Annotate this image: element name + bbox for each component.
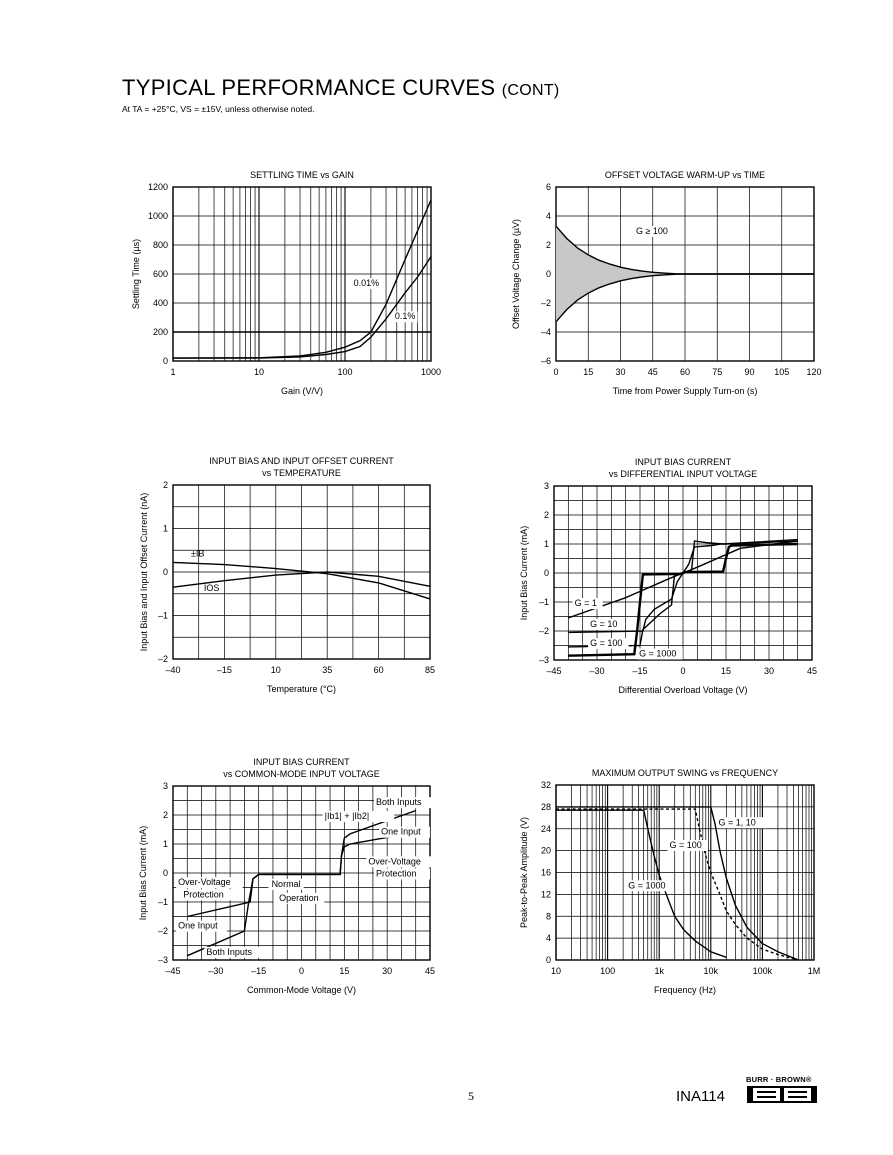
x-tick-label: 90 bbox=[744, 367, 755, 377]
y-tick-label: 12 bbox=[540, 889, 551, 900]
y-tick-label: 1 bbox=[162, 839, 168, 849]
y-axis-label: Input Bias Current (mA) bbox=[519, 525, 529, 621]
y-tick-label: 0 bbox=[162, 868, 168, 878]
y-tick-label: –2 bbox=[157, 926, 168, 936]
y-tick-label: –3 bbox=[157, 955, 168, 965]
x-axis-label: Temperature (°C) bbox=[266, 684, 337, 694]
x-tick-label: 35 bbox=[322, 665, 333, 675]
x-tick-label: –15 bbox=[632, 666, 648, 676]
annotation-protection-left: Protection bbox=[183, 889, 224, 900]
page-title-suffix: (CONT) bbox=[501, 82, 560, 99]
annotation-g1000: G = 1000 bbox=[639, 648, 677, 659]
annotation-g100: G = 100 bbox=[590, 638, 623, 649]
annotation-g1-10: G = 1, 10 bbox=[718, 817, 756, 828]
y-tick-label: 3 bbox=[162, 781, 168, 791]
y-tick-label: 0 bbox=[162, 567, 168, 577]
annotation-g1: G = 1 bbox=[574, 598, 597, 609]
y-tick-label: –2 bbox=[157, 654, 168, 664]
y-axis-label: Settling Time (µs) bbox=[131, 238, 141, 310]
chart-title: INPUT BIAS CURRENT bbox=[634, 457, 732, 467]
y-tick-label: –2 bbox=[538, 626, 549, 636]
x-tick-label: 0 bbox=[680, 666, 686, 676]
x-tick-label: 45 bbox=[806, 666, 818, 676]
x-tick-label: 100 bbox=[337, 367, 353, 377]
x-tick-label: 105 bbox=[774, 367, 790, 377]
y-tick-label: 400 bbox=[152, 298, 168, 308]
annotation-ib-sum: |Ib1| + |Ib2| bbox=[324, 811, 370, 822]
y-tick-label: 2 bbox=[162, 810, 168, 820]
chart-input-bias-vs-common-mode bbox=[110, 752, 460, 1002]
x-tick-label: –15 bbox=[216, 665, 232, 675]
logo-bb-mark bbox=[747, 1086, 817, 1103]
y-tick-label: 1000 bbox=[147, 211, 168, 221]
x-tick-label: –30 bbox=[589, 666, 605, 676]
page-title bbox=[122, 75, 560, 101]
series-line-0-01- bbox=[173, 200, 431, 358]
x-tick-label: 45 bbox=[424, 966, 436, 976]
annotation-g100: G = 100 bbox=[669, 840, 702, 850]
y-tick-label: –1 bbox=[157, 610, 168, 621]
annotation-over-voltage-right: Over-Voltage bbox=[368, 856, 421, 867]
x-tick-label: –30 bbox=[208, 966, 224, 976]
chart-title: INPUT BIAS AND INPUT OFFSET CURRENT bbox=[209, 456, 394, 466]
x-tick-label: 10 bbox=[550, 966, 562, 976]
chart-input-bias-vs-differential bbox=[505, 450, 845, 700]
annotation-one-input: One Input bbox=[381, 826, 421, 837]
x-tick-label: 0 bbox=[553, 367, 559, 377]
y-tick-label: 2 bbox=[543, 510, 549, 520]
annotation-0-01-percent: 0.01% bbox=[353, 278, 380, 289]
annotation-normal: Normal bbox=[271, 878, 301, 889]
x-tick-label: 60 bbox=[373, 665, 384, 675]
x-tick-label: 75 bbox=[712, 367, 723, 377]
x-tick-label: 10 bbox=[253, 367, 265, 377]
annotation-ios: IOS bbox=[203, 583, 220, 594]
y-tick-label: 4 bbox=[545, 211, 551, 221]
y-tick-label: 1200 bbox=[147, 182, 168, 192]
y-tick-label: 1 bbox=[162, 523, 168, 534]
x-tick-label: 60 bbox=[679, 367, 691, 377]
logo-brand-text: BURR · BROWN® bbox=[746, 1075, 812, 1084]
x-tick-label: 30 bbox=[382, 966, 393, 976]
y-tick-label: 200 bbox=[152, 327, 168, 337]
chart-offset-voltage-warmup bbox=[505, 160, 845, 405]
x-axis-label: Frequency (Hz) bbox=[653, 985, 717, 995]
x-tick-label: 120 bbox=[806, 367, 822, 377]
annotation-operation: Operation bbox=[279, 892, 319, 903]
y-axis-label: Input Bias Current (mA) bbox=[138, 825, 148, 921]
x-tick-label: 100 bbox=[600, 966, 616, 976]
y-tick-label: 4 bbox=[545, 933, 551, 944]
y-tick-label: 0 bbox=[545, 955, 551, 965]
x-axis-label: Common-Mode Voltage (V) bbox=[246, 985, 357, 995]
annotation-protection-right: Protection bbox=[376, 868, 417, 879]
y-axis-label: Peak-to-Peak Amplitude (V) bbox=[519, 816, 529, 929]
y-tick-label: 8 bbox=[545, 911, 551, 922]
annotation-one-input-left: One Input bbox=[178, 920, 218, 931]
y-tick-label: 16 bbox=[540, 867, 551, 878]
chart-title: MAXIMUM OUTPUT SWING vs FREQUENCY bbox=[591, 768, 779, 778]
plot-grid bbox=[173, 187, 431, 361]
chart-subtitle: vs DIFFERENTIAL INPUT VOLTAGE bbox=[608, 469, 758, 479]
y-tick-label: –1 bbox=[157, 897, 168, 907]
x-tick-label: 10 bbox=[270, 665, 281, 675]
annotation-gain: G ≥ 100 bbox=[635, 225, 668, 236]
x-tick-label: 85 bbox=[424, 665, 436, 675]
chart-title: SETTLING TIME vs GAIN bbox=[250, 170, 354, 180]
chart-input-bias-vs-temperature bbox=[110, 450, 460, 700]
plot-grid bbox=[556, 785, 814, 960]
y-tick-label: 0 bbox=[162, 356, 168, 366]
x-axis-label: Time from Power Supply Turn-on (s) bbox=[612, 386, 758, 396]
x-tick-label: 1 bbox=[170, 367, 176, 377]
y-tick-label: 24 bbox=[540, 823, 551, 834]
y-tick-label: 800 bbox=[152, 240, 168, 250]
x-tick-label: 30 bbox=[615, 367, 626, 377]
annotation-both-inputs-left: Both Inputs bbox=[206, 946, 252, 957]
x-tick-label: 15 bbox=[720, 666, 732, 676]
x-axis-label: Gain (V/V) bbox=[280, 386, 324, 396]
annotation-over-voltage-left: Over-Voltage bbox=[178, 877, 231, 888]
plot-grid bbox=[173, 485, 430, 659]
y-tick-label: 6 bbox=[545, 182, 551, 192]
burr-brown-logo bbox=[746, 1075, 828, 1109]
y-tick-label: 2 bbox=[545, 240, 551, 250]
x-tick-label: –15 bbox=[251, 966, 267, 976]
annotation-g10: G = 10 bbox=[590, 618, 618, 629]
chart-settling-time-vs-gain bbox=[110, 160, 460, 405]
x-tick-label: 15 bbox=[339, 966, 350, 976]
x-tick-label: –45 bbox=[546, 666, 562, 676]
y-tick-label: 2 bbox=[162, 480, 168, 490]
page-title-text: TYPICAL PERFORMANCE CURVES bbox=[122, 75, 496, 100]
series-line-0-1- bbox=[173, 257, 431, 359]
chart-subtitle: vs TEMPERATURE bbox=[262, 468, 341, 478]
chart-max-output-swing-vs-frequency bbox=[505, 752, 845, 1002]
x-axis-label: Differential Overload Voltage (V) bbox=[618, 685, 748, 695]
x-tick-label: 1M bbox=[807, 966, 821, 976]
x-tick-label: 1k bbox=[654, 966, 664, 976]
page-number: 5 bbox=[468, 1089, 474, 1103]
x-tick-label: –45 bbox=[165, 966, 181, 976]
y-tick-label: 0 bbox=[545, 269, 551, 279]
x-tick-label: 0 bbox=[298, 966, 305, 976]
chart-title: INPUT BIAS CURRENT bbox=[253, 757, 350, 767]
page-subtitle: At TA = +25°C, VS = ±15V, unless otherwise noted. bbox=[122, 104, 315, 114]
x-tick-label: 15 bbox=[583, 367, 594, 377]
y-tick-label: –6 bbox=[540, 356, 551, 366]
y-tick-label: –2 bbox=[540, 298, 551, 308]
y-tick-label: –1 bbox=[538, 597, 549, 607]
x-tick-label: –40 bbox=[165, 665, 181, 675]
y-tick-label: –3 bbox=[538, 655, 549, 665]
annotation-ib: ±IB bbox=[190, 548, 205, 559]
x-tick-label: 45 bbox=[647, 367, 658, 377]
part-number: INA114 bbox=[676, 1088, 725, 1105]
y-tick-label: 3 bbox=[543, 481, 549, 491]
chart-subtitle: vs COMMON-MODE INPUT VOLTAGE bbox=[223, 769, 380, 779]
x-tick-label: 30 bbox=[763, 666, 775, 676]
y-axis-label: Input Bias and Input Offset Current (nA) bbox=[139, 492, 149, 652]
x-tick-label: 10k bbox=[703, 966, 719, 976]
y-tick-label: 600 bbox=[152, 269, 168, 279]
y-axis-label: Offset Voltage Change (µV) bbox=[511, 218, 521, 330]
annotation-both-inputs: Both Inputs bbox=[376, 797, 422, 808]
annotation-0-1-percent: 0.1% bbox=[394, 311, 416, 322]
chart-title: OFFSET VOLTAGE WARM-UP vs TIME bbox=[604, 170, 766, 180]
annotation-g1000: G = 1000 bbox=[628, 880, 666, 891]
y-tick-label: 32 bbox=[540, 780, 551, 790]
y-tick-label: 0 bbox=[543, 568, 549, 578]
y-tick-label: 1 bbox=[543, 539, 549, 549]
y-tick-label: 20 bbox=[540, 845, 551, 856]
y-tick-label: 28 bbox=[540, 801, 551, 812]
y-tick-label: –4 bbox=[540, 327, 551, 337]
x-tick-label: 100k bbox=[752, 966, 773, 976]
x-tick-label: 1000 bbox=[420, 367, 442, 377]
